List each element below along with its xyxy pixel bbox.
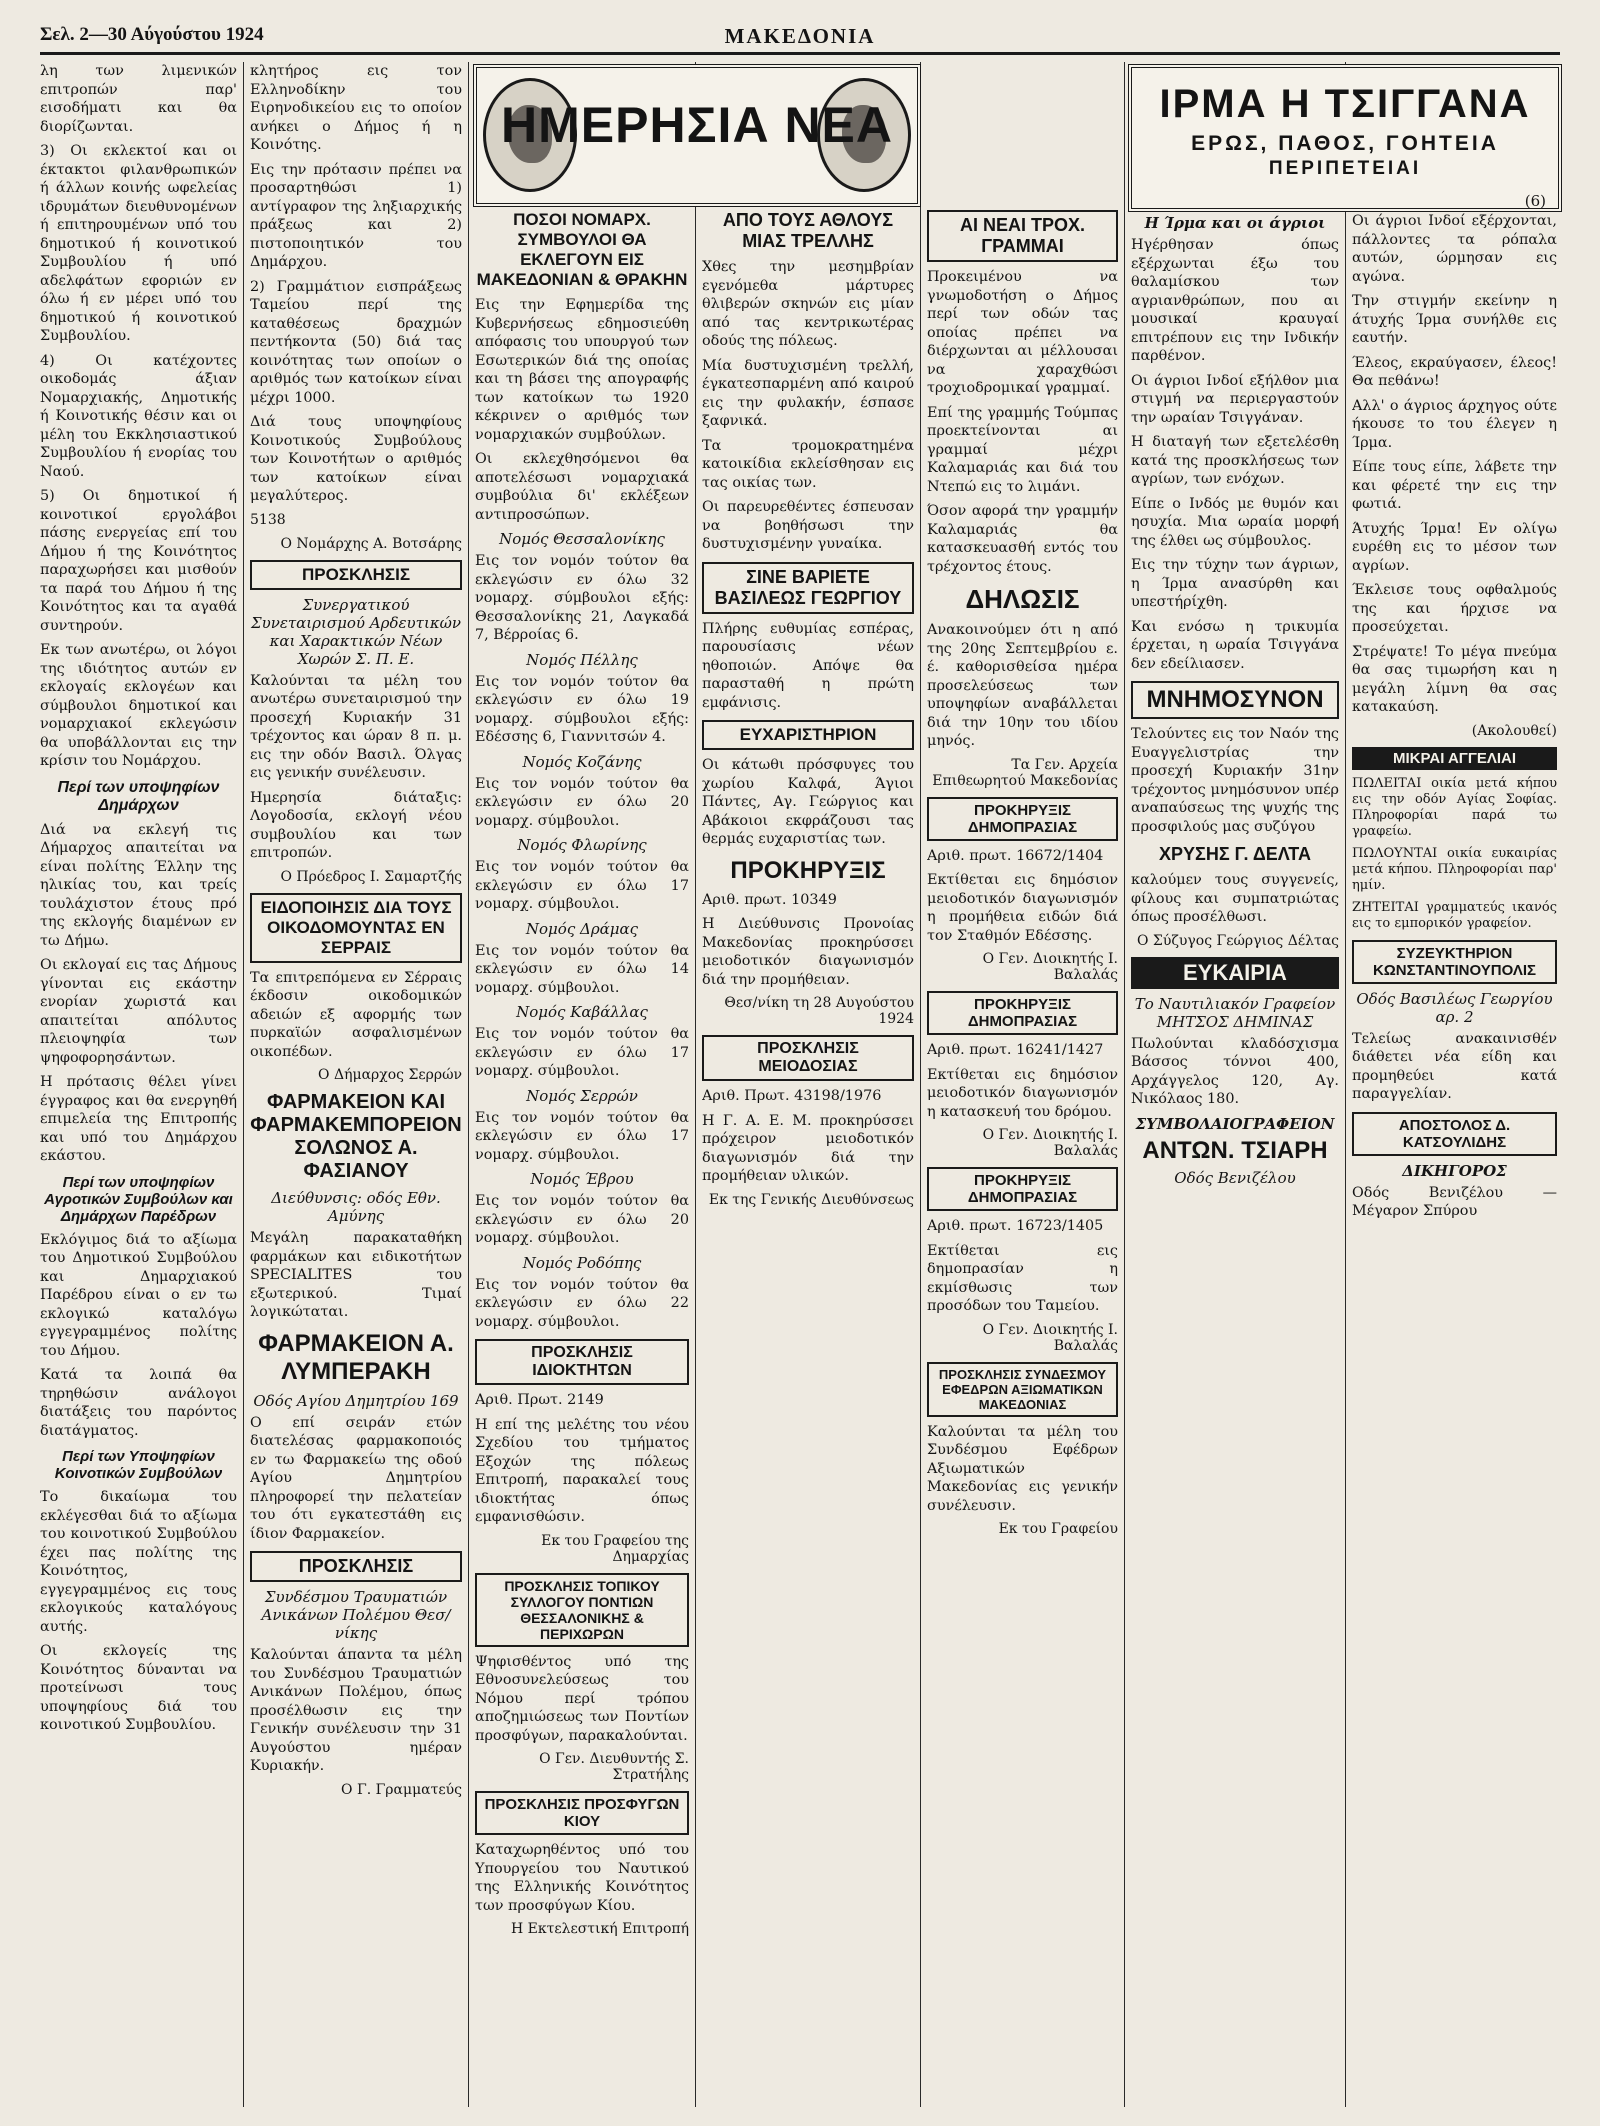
signature: Θεσ/νίκη τη 28 Αυγούστου 1924 <box>724 995 914 1027</box>
paragraph: Ημερησία διάταξις: Λογοδοσία, εκλογή νέου συμβουλίου και των επιτροπών. <box>250 789 462 861</box>
paragraph: Τελείως ανακαινισθέν διάθετει νέα είδη και προμηθεύει κατά παραγγελίαν. <box>1352 1030 1557 1102</box>
ad-subheading: Το Ναυτιλιακόν Γραφείον ΜΗΤΣΟΣ ΔΗΜΙΝΑΣ <box>1134 994 1336 1031</box>
column-2 <box>250 62 462 2107</box>
paragraph: Οδός Βενιζέλου — Μέγαρον Σπύρου <box>1352 1184 1557 1219</box>
paragraph: Η πρότασις θέλει γίνει έγγραφος και θα ενεργηθή επιμελεία της Επιτροπής και υπό του Δημάρχου εκάστου. <box>40 1074 237 1164</box>
continued-marker: (Ακολουθεί) <box>1471 722 1557 739</box>
signature: Ο Νομάρχης Α. Βοτσάρης <box>280 535 462 552</box>
paragraph: Εις τον νομόν τούτον θα εκλεγώσιν εν όλω 17 νομαρχ. σύμβουλοι. <box>475 1026 689 1079</box>
notice-heading: ΠΡΟΣΚΛΗΣΙΣ ΠΡΟΣΦΥΓΩΝ ΚΙΟΥ <box>475 1791 689 1835</box>
notice-heading: ΕΙΔΟΠΟΙΗΣΙΣ ΔΙΑ ΤΟΥΣ ΟΙΚΟΔΟΜΟΥΝΤΑΣ ΕΝ ΣΕΡΡΑΙΣ <box>250 893 462 963</box>
prefecture-heading: Νομός Θεσσαλονίκης <box>499 530 665 548</box>
paragraph: Οι άγριοι Ινδοί εξέρχονται, πάλλοντες τα ρόπαλα αυτών, ώρμησαν εις αγώνα. <box>1352 213 1557 285</box>
classified-ad: ΠΩΛΟΥΝΤΑΙ οικία ευκαιρίας μετά κήπου. Πληροφορίαι παρ' ημίν. <box>1352 845 1557 893</box>
section-heading: Περί των υποψηφίων Αγροτικών Συμβούλων και Δημάρχων Παρέδρων <box>44 1173 233 1225</box>
paragraph: Εις τον νομόν τούτον θα εκλεγώσιν εν όλω 17 νομαρχ. σύμβουλοι. <box>475 859 689 912</box>
column-3 <box>475 210 689 2105</box>
paragraph: Μία δυστυχισμένη τρελλή, έγκατεσπαρμένη από καιρού εις την φυλακήν, έσπασε ξαφνικά. <box>702 357 914 429</box>
paragraph: καλούμεν τους συγγενείς, φίλους και συμπατριώτας όπως προσέλθωσι. <box>1131 872 1339 925</box>
paragraph: Εις τον νομόν τούτον θα εκλεγώσιν εν όλω 20 νομαρχ. σύμβουλοι. <box>475 775 689 829</box>
article-heading: ΑΙ ΝΕΑΙ ΤΡΟΧ. ΓΡΑΜΜΑΙ <box>927 210 1118 262</box>
ad-name: ΑΝΤΩΝ. ΤΣΙΑΡΗ <box>1142 1136 1328 1164</box>
notice-heading: ΠΡΟΚΗΡΥΞΙΣ ΔΗΜΟΠΡΑΣΙΑΣ <box>927 1167 1118 1211</box>
paragraph: Οι κάτωθι πρόσφυγες του χωρίου Καλφά, Άγιοι Πάντες, Αγ. Γεώργιος και Αβάκοιοι εκφράζουσι τας θερμάς ευχαριστίας των. <box>702 757 914 847</box>
paragraph: Οι παρευρεθέντες έσπευσαν να βοηθήσωσι την δυστυχισμένην γυναίκα. <box>702 499 914 552</box>
ad-subheading: ΔΙΚΗΓΟΡΟΣ <box>1402 1161 1507 1180</box>
paragraph: Εκτίθεται εις δημόσιον μειοδοτικόν διαγωνισμόν η προμήθεια ειδών διά τον Σταθμόν Εδέσσης. <box>927 872 1118 944</box>
news-banner <box>473 64 921 207</box>
signature: Ο Δήμαρχος Σερρών <box>318 1067 462 1083</box>
paragraph: Εκ των ανωτέρω, οι λόγοι της ιδιότητος αυτών εν εκλογαίς εκλογέων και σύμβουλοι δημοτικοί και νομαρχιακοί εκλεγώσιν θα υποβάλλονται εις την κρίσιν του Νομάρχου. <box>40 642 237 769</box>
column-rule <box>1124 62 1125 2107</box>
paragraph: Καταχωρηθέντος υπό του Υπουργείου του Ναυτικού της Ελληνικής Κοινότητος των προσφύγων Κίου. <box>475 1842 689 1914</box>
masthead <box>40 18 1560 55</box>
paragraph: Η επί της μελέτης του νέου Σχεδίου του τμήματος Εξοχών της πόλεως Επιτροπή, παρακαλεί τους ιδιοκτήτας όπως εμφανισθώσιν. <box>475 1416 689 1525</box>
paragraph: Αριθ. πρωτ. 16723/1405 <box>927 1218 1104 1234</box>
prefecture-heading: Νομός Καβάλλας <box>516 1003 648 1021</box>
ad-subheading: Οδός Αγίου Δημητρίου 169 <box>253 1391 459 1410</box>
signature: Ο Γ. Γραμματεύς <box>341 1781 462 1798</box>
paragraph: Προκειμένου να γνωμοδοτήση ο Δήμος περί των οδών τας οποίας πρέπει να διέρχωνται αι μέλλουσαι να χαραχθώσι τροχιοδρομικαί γραμμαί. <box>927 269 1118 396</box>
article-heading: ΑΠΟ ΤΟΥΣ ΑΘΛΟΥΣ ΜΙΑΣ ΤΡΕΛΛΗΣ <box>722 210 894 251</box>
paragraph: Εις τον νομόν τούτον θα εκλεγώσιν εν όλω 22 νομαρχ. σύμβουλοι. <box>475 1276 689 1330</box>
ad-heading: ΕΥΚΑΙΡΙΑ <box>1131 957 1339 989</box>
paragraph: Έκλεισε τους οφθαλμούς της και ήρχισε να προσεύχεται. <box>1352 582 1557 635</box>
classified-ad: ΠΩΛΕΙΤΑΙ οικία μετά κήπου εις την οδόν Αγίας Σοφίας. Πληροφορίαι παρά τω γραφείω. <box>1352 775 1557 839</box>
notice-subheading: Συνεργατικού Συνεταιρισμού Αρδευτικών και Χαρακτικών Νέων Χωρών Σ. Π. Ε. <box>250 595 462 668</box>
paragraph: Μεγάλη παρακαταθήκη φαρμάκων και ειδικοτήτων SPECIALITES του εξωτερικού. Τιμαί λογικώταται. <box>250 1230 462 1320</box>
column-6 <box>1131 212 1339 2105</box>
paragraph: Εις τον νομόν τούτον θα εκλεγώσιν εν όλω 14 νομαρχ. σύμβουλοι. <box>475 942 689 996</box>
ad-heading: ΣΙΝΕ ΒΑΡΙΕΤΕ ΒΑΣΙΛΕΩΣ ΓΕΩΡΓΙΟΥ <box>702 562 914 614</box>
paragraph: Τα τρομοκρατημένα κατοικίδια εκλείσθησαν εις τας οικίας των. <box>702 437 914 491</box>
prefecture-heading: Νομός Δράμας <box>525 919 639 938</box>
paragraph: Τελούντες εις τον Ναόν της Ευαγγελιστρίας την προσεχή Κυριακήν 31ην τρέχοντος μνημόσυνον υπέρ αναπαύσεως της ψυχής της προσφιλούς μας συζύγου <box>1131 726 1339 835</box>
paragraph: Πλήρης ευθυμίας εσπέρας, παρουσίασις νέων ηθοποιών. Απόψε θα παρασταθή η πρώτη εμφάνισις. <box>702 620 914 711</box>
signature: Ο Γεν. Διευθυντής Σ. Στρατήλης <box>539 1751 689 1783</box>
memorial-name: ΧΡΥΣΗΣ Γ. ΔΕΛΤΑ <box>1159 844 1311 864</box>
serial-subtitle: ΕΡΩΣ, ΠΑΘΟΣ, ΓΟΗΤΕΙΑ <box>1191 132 1499 155</box>
paragraph: Είπε τους είπε, λάβετε την και φέρετέ την εις την φωτιά. <box>1352 459 1557 512</box>
ad-heading: ΣΥΜΒΟΛΑΙΟΓΡΑΦΕΙΟΝ <box>1135 1114 1335 1133</box>
paragraph: Οι άγριοι Ινδοί εξήλθον μια στιγμή να περιεργαστούν την ωραίαν Τσιγγάναν. <box>1131 372 1339 426</box>
paragraph: Διά τους υποψηφίους Κοινοτικούς Συμβούλους των Κοινοτήτων ο αριθμός των κατοίκων είναι μεγαλύτερος. <box>250 414 462 504</box>
paragraph: Οι εκλογείς της Κοινότητος δύνανται να προτείνωσι τους υποψηφίους διά του κοινοτικού Συμβουλίου. <box>40 1643 237 1733</box>
signature: Εκ της Γενικής Διευθύνσεως <box>708 1191 914 1208</box>
paragraph: Εκλόγιμος διά το αξίωμα του Δημοτικού Συμβούλου και Δημαρχιακού Παρέδρου είναι ο εν τω εκλογικώ καταλόγω εγγεγραμμένος πολίτης του Δήμου. <box>40 1231 237 1359</box>
signature: Εκ του Γραφείου της Δημαρχίας <box>541 1532 689 1565</box>
notice-heading: ΠΡΟΣΚΛΗΣΙΣ ΤΟΠΙΚΟΥ ΣΥΛΛΟΓΟΥ ΠΟΝΤΙΩΝ ΘΕΣΣΑΛΟΝΙΚΗΣ & ΠΕΡΙΧΩΡΩΝ <box>475 1573 689 1647</box>
serial-title: ΙΡΜΑ Η ΤΣΙΓΓΑΝΑ <box>1159 82 1531 126</box>
classified-ad: ΖΗΤΕΙΤΑΙ γραμματεύς ικανός εις το εμπορικόν γραφείον. <box>1352 899 1557 931</box>
section-heading: Περί των υποψηφίων Δημάρχων <box>57 778 220 814</box>
article-heading: ΠΟΣΟΙ ΝΟΜΑΡΧ. ΣΥΜΒΟΥΛΟΙ ΘΑ ΕΚΛΕΓΟΥΝ ΕΙΣ ΜΑΚΕΔΟΝΙΑΝ & ΘΡΑΚΗΝ <box>476 210 688 289</box>
signature: Τα Γεν. Αρχεία Επιθεωρητού Μακεδονίας <box>932 756 1118 789</box>
paragraph: Διά να εκλεγή τις Δήμαρχος απαιτείται να είναι πολίτης Έλλην της ηλικίας του, και τρείς τουλάχιστον έτους πρό της εκλογής διαμένων εν τω Δήμω. <box>40 821 237 949</box>
notice-heading: ΠΡΟΣΚΛΗΣΙΣ <box>250 560 462 590</box>
ad-heading: ΑΠΟΣΤΟΛΟΣ Δ. ΚΑΤΣΟΥΛΙΔΗΣ <box>1352 1112 1557 1156</box>
signature: Εκ του Γραφείου <box>998 1521 1118 1537</box>
paragraph: Η Γ. Α. Ε. Μ. προκηρύσσει πρόχειρον μειοδοτικόν διαγωνισμόν διά την προμήθειαν υλικών. <box>702 1112 914 1184</box>
notice-heading: ΠΡΟΚΗΡΥΞΙΣ ΔΗΜΟΠΡΑΣΙΑΣ <box>927 991 1118 1035</box>
paragraph: Και ενόσω η τρικυμία έρχεται, η ωραία Τσιγγάνα δεν εδείλιασεν. <box>1131 618 1339 672</box>
notice-heading: ΠΡΟΚΗΡΥΞΙΣ <box>730 856 886 884</box>
classifieds-heading: ΜΙΚΡΑΙ ΑΓΓΕΛΙΑΙ <box>1352 747 1557 770</box>
paragraph: Στρέψατε! Το μέγα πνεύμα θα σας τιμωρήση και η μεγάλη λίμνη θα σας κατακαύση. <box>1352 643 1557 715</box>
signature: Ο Πρόεδρος Ι. Σαμαρτζής <box>280 868 462 885</box>
paragraph: Οι εκλογαί εις τας Δήμους γίνονται εις εκάστην ενορίαν χωριστά και απαιτείται απόλυτος πλειοψηφία των ψηφοφορησάντων. <box>40 957 237 1066</box>
paragraph: Κατά τα λοιπά θα τηρηθώσιν ανάλογοι διατάξεις του παρόντος διατάγματος. <box>40 1367 237 1439</box>
column-rule <box>920 62 921 2107</box>
prefecture-heading: Νομός Σερρών <box>526 1086 638 1105</box>
paragraph: λη των λιμενικών επιτροπών παρ' εισοδήματι και θα διορίζωνται. <box>40 63 237 135</box>
paragraph: 3) Οι εκλεκτοί και οι έκτακτοι φιλανθρωπικών ή άλλων κοινής ωφελείας ιδρυμάτων διευθυνομένων ή επιτηρουμένων υπό του δημοτικού ή κοινοτικού Συμβουλίου ή υπό αδελφάτων εφοριών εν όλω ή εν μέρει υπό του δημοτικού ή κοινοτικού Συμβουλίου. <box>40 143 237 344</box>
paragraph: Εκτίθεται εις δημοπρασίαν η εκμίσθωσις των προσόδων του Ταμείου. <box>927 1242 1118 1314</box>
paragraph: Η διαταγή των εξετελέσθη κατά της προσκλήσεως των αγρίων, των ενόχων. <box>1131 434 1339 487</box>
paragraph: Καλούνται τα μέλη του Συνδέσμου Εφέδρων Αξιωματικών Μακεδονίας εις γενικήν συνέλευσιν. <box>927 1423 1118 1514</box>
paragraph: Ηγέρθησαν όπως εξέρχωνται έξω του θαλαμίσκου των αγριανθρώπων, που αι μουσικαί κραυγαί επιτρέπουν εις την Ινδικήν παρθένον. <box>1131 237 1339 364</box>
section-heading: Περί των Υποψηφίων Κοινοτικών Συμβούλων <box>54 1448 223 1482</box>
ad-heading: ΦΑΡΜΑΚΕΙΟΝ ΚΑΙ ΦΑΡΜΑΚΕΜΠΟΡΕΙΟΝ ΣΟΛΩΝΟΣ Α. ΦΑΣΙΑΝΟΥ <box>250 1091 462 1182</box>
paragraph: Εις την πρότασιν πρέπει να προσαρτηθώσι 1) αντίγραφον της ληξιαρχικής πράξεως και 2) πιστοποιητικόν του Δημάρχου. <box>250 161 462 270</box>
paragraph: Οι εκλεχθησόμενοι θα αποτελέσωσι νομαρχιακά συμβούλια δι' εκλέξεων αντιπροσώπων. <box>475 451 689 523</box>
paragraph: Ο επί σειράν ετών διατελέσας φαρμακοποιός εν τω Φαρμακείω της οδού Αγίου Δημητρίου πληροφορεί την πελατείαν του ότι εγκατεστάθη εις ίδιον Φαρμακείον. <box>250 1414 462 1542</box>
paragraph: Εις την τύχην των άγριων, η Ίρμα ανασύρθη και υπεστήρίχθη. <box>1131 557 1339 610</box>
paragraph: Αριθ. πρωτ. 16241/1427 <box>927 1042 1104 1058</box>
paragraph: 4) Οι κατέχοντες οικοδομάς άξιαν Νομαρχιακής, Δημοτικής ή Κοινοτικής θέσιν και οι μέλη του Εκκλησιαστικού Συμβουλίου ή ενορίας του Ναού. <box>40 352 237 480</box>
column-1 <box>40 62 237 2107</box>
ad-subheading: Διεύθυνσις: οδός Εθν. Αμύνης <box>271 1189 441 1225</box>
column-rule <box>243 62 244 2107</box>
paragraph: Εις τον νομόν τούτον θα εκλεγώσιν εν όλω 20 νομαρχ. σύμβουλοι. <box>475 1193 689 1246</box>
paragraph: Πωλούνται κλαδόσχισμα Βάσσος τόννοι 400, Αρχάγγελος 120, Αγ. Νικόλαος 180. <box>1131 1035 1339 1107</box>
signature: Η Εκτελεστική Επιτροπή <box>510 1921 689 1937</box>
signature: Ο Γεν. Διοικητής Ι. Βαλαλάς <box>982 951 1118 983</box>
signature: Ο Γεν. Διοικητής Ι. Βαλαλάς <box>982 1127 1118 1159</box>
notice-heading: ΠΡΟΣΚΛΗΣΙΣ ΙΔΙΟΚΤΗΤΩΝ <box>475 1339 689 1385</box>
notice-heading: ΠΡΟΣΚΛΗΣΙΣ <box>250 1551 462 1582</box>
signature: Ο Γεν. Διοικητής Ι. Βαλαλάς <box>982 1321 1118 1354</box>
paragraph: Καλούνται τα μέλη του ανωτέρω συνεταιρισμού την προσεχή Κυριακήν 31 τρέχοντος και ώραν 8 π. μ. εις την οδόν Βασιλ. Όλγας εις γενικήν συνέλευσιν. <box>250 672 462 781</box>
ad-subheading: Οδός Βασιλέως Γεωργίου αρ. 2 <box>1356 989 1553 1026</box>
banner-title: ΗΜΕΡΗΣΙΑ ΝΕΑ <box>500 97 894 153</box>
paragraph: Αριθ. Πρωτ. 43198/1976 <box>702 1088 882 1104</box>
paragraph: Αλλ' ο άγριος άρχηγος ούτε ήκουσε το του έλεγεν η Ίρμα. <box>1352 397 1557 451</box>
notice-heading: ΠΡΟΚΗΡΥΞΙΣ ΔΗΜΟΠΡΑΣΙΑΣ <box>927 797 1118 841</box>
paragraph: Ψηφισθέντος υπό της Εθνοσυνελεύσεως του Νόμου περί τρόπου αποζημιώσεως των Ποντίων προσφύγων, παρακαλούνται. <box>475 1653 689 1744</box>
ad-heading: ΣΥΖΕΥΚΤΗΡΙΟΝ ΚΩΝΣΤΑΝΤΙΝΟΥΠΟΛΙΣ <box>1352 940 1557 984</box>
notice-heading: ΠΡΟΣΚΛΗΣΙΣ ΜΕΙΟΔΟΣΙΑΣ <box>702 1035 914 1081</box>
notice-heading: ΠΡΟΣΚΛΗΣΙΣ ΣΥΝΔΕΣΜΟΥ ΕΦΕΔΡΩΝ ΑΞΙΩΜΑΤΙΚΩΝ ΜΑΚΕΔΟΝΙΑΣ <box>927 1362 1118 1417</box>
notice-heading: ΕΥΧΑΡΙΣΤΗΡΙΟΝ <box>702 720 914 750</box>
date-line: Σελ. 2—30 Αύγούστου 1924 <box>40 24 264 45</box>
signature: Ο Σύζυγος Γεώργιος Δέλτας <box>1137 932 1339 949</box>
prefecture-heading: Νομός Ροδόπης <box>522 1253 642 1272</box>
prefecture-heading: Νομός Πέλλης <box>526 650 638 669</box>
paragraph: Εις τον νομόν τούτον θα εκλεγώσιν εν όλω 19 νομαρχ. σύμβουλοι εξής: Εδέσσης 6, Γιαννιτσών 4. <box>475 673 689 745</box>
ad-subheading: Οδός Βενιζέλου <box>1174 1168 1296 1187</box>
paragraph: 2) Γραμμάτιον εισπράξεως Ταμείου περί της καταθέσεως δραχμών πεντήκοντα (50) διά τας κοινότητας των οποίων ο αριθμός των κατοίκων είναι μέχρι 1000. <box>250 278 462 406</box>
paragraph: Όσον αφορά την γραμμήν Καλαμαριάς θα κατασκευασθή εντός του τρέχοντος έτους. <box>927 503 1118 575</box>
paragraph: Είπε ο Ινδός με θυμόν και ησυχία. Μια ωραία μορφή της έλθει ως σύμβουλος. <box>1131 495 1339 549</box>
column-7 <box>1352 212 1557 2105</box>
prefecture-heading: Νομός Έβρου <box>530 1170 634 1188</box>
column-5 <box>927 62 1118 2107</box>
paragraph: Καλούνται άπαντα τα μέλη του Συνδέσμου Τραυματιών Ανικάνων Πολέμου, όπως προσέλθωσιν εις την Γενικήν συνέλευσιν την 31 Αυγούστου ημέραν Κυριακήν. <box>250 1647 462 1774</box>
column-rule <box>695 62 696 2107</box>
paragraph: 5) Οι δημοτικοί ή κοινοτικοί εργολάβοι πάσης ενεργείας επί του Δήμου ή της Κοινότητος παραχωρήσει και μισθούν τα παρά του Δήμου ή της Κοινότητος και τα αγαθά συντηρούν. <box>40 488 237 634</box>
paragraph: Εκτίθεται εις δημόσιον μειοδοτικόν διαγωνισμόν η κατασκευή του δρόμου. <box>927 1066 1118 1120</box>
paragraph: Επί της γραμμής Τούμπας προεκτείνονται αι γραμμαί μέχρι Καλαμαριάς και διά του Ντεπώ εις το λιμάνι. <box>927 404 1118 495</box>
paper-name: ΜΑΚΕΔΟΝΙΑ <box>724 24 876 48</box>
serial-banner <box>1128 64 1562 212</box>
paragraph: Εις τον νομόν τούτον θα εκλεγώσιν εν όλω 17 νομαρχ. σύμβουλοι. <box>475 1109 689 1163</box>
paragraph: Ανακοινούμεν ότι η από της 20ης Σεπτεμβρίου ε. έ. καθορισθείσα ημέρα προσελεύσεως των υποψηφίων αναβάλλεται διά την 10ην του ιδίου μηνός. <box>927 622 1118 749</box>
paragraph: κλητήρος εις τον Ελληνοδίκην του Ειρηνοδικείου εις το οποίον ανήκει ο Δήμος ή η Κοινότης. <box>250 63 462 153</box>
signature-number: 5138 <box>250 511 286 528</box>
paragraph: Την στιγμήν εκείνην η άτυχής Ίρμα συνήλθε εις εαυτήν. <box>1352 293 1557 346</box>
paragraph: Αριθ. πρωτ. 16672/1404 <box>927 847 1104 864</box>
paragraph: Αριθ. Πρωτ. 2149 <box>475 1392 604 1408</box>
serial-chapter-title: Η Ίρμα και οι άγριοι <box>1144 214 1326 232</box>
paragraph: Εις τον νομόν τούτον θα εκλεγώσιν εν όλω 32 νομαρχ. σύμβουλοι εξής: Θεσσαλονίκης 21, Λαγκαδά 7, Βέρροίας 6. <box>475 553 689 643</box>
column-rule <box>468 62 469 2107</box>
prefecture-heading: Νομός Φλωρίνης <box>517 836 647 854</box>
ad-heading: ΦΑΡΜΑΚΕΙΟΝ Α. ΛΥΜΠΕΡΑΚΗ <box>258 1329 454 1385</box>
column-rule <box>1345 62 1346 2107</box>
serial-subtitle-2: ΠΕΡΙΠΕΤΕΙΑΙ <box>1268 158 1422 179</box>
paragraph: Αριθ. πρωτ. 10349 <box>702 891 837 908</box>
paragraph: Η Διεύθυνσις Προνοίας Μακεδονίας προκηρύσσει μειοδοτικόν διαγωνισμόν διά την προμήθειαν. <box>702 916 914 988</box>
notice-subheading: Συνδέσμου Τραυματιών Ανικάνων Πολέμου Θεσ/νίκης <box>261 1588 451 1642</box>
notice-heading: ΔΗΛΩΣΙΣ <box>965 584 1080 614</box>
column-4 <box>702 210 914 2105</box>
paragraph: Το δικαίωμα του εκλέγεσθαι διά το αξίωμα του κοινοτικού Συμβούλου έχει πας πολίτης της Κοινότητος, εγγεγραμμένος εις τους εκλογικούς καταλόγους αυτής. <box>40 1489 237 1635</box>
memorial-heading: ΜΝΗΜΟΣΥΝΟΝ <box>1131 681 1339 719</box>
paragraph: Άτυχής Ίρμα! Εν ολίγω ευρέθη εις το μέσον των αγρίων. <box>1352 520 1557 574</box>
serial-episode: (6) <box>1524 192 1546 210</box>
prefecture-heading: Νομός Κοζάνης <box>522 752 642 771</box>
paragraph: Εις την Εφημερίδα της Κυβερνήσεως εδημοσιεύθη απόφασις του υπουργού των Εσωτερικών διά της οποίας και τη βάσει της απογραφής των κατοίκων τω 1920 κέκρινεν ο αριθμός των νομαρχιακών συμβούλων. <box>475 297 689 443</box>
paragraph: Τα επιτρεπόμενα εν Σέρραις έκδοσιν οικοδομικών αδειών εξ αφορμής των πυρκαϊών ασφαλισμένων οικοπέδων. <box>250 969 462 1060</box>
paragraph: Έλεος, εκραύγασεν, έλεος! Θα πεθάνω! <box>1352 354 1557 389</box>
paragraph: Χθες την μεσημβρίαν εγενόμεθα μάρτυρες θλιβερών σκηνών εις μίαν από τας κεντρικωτέρας οδούς της πόλεως. <box>702 259 914 349</box>
